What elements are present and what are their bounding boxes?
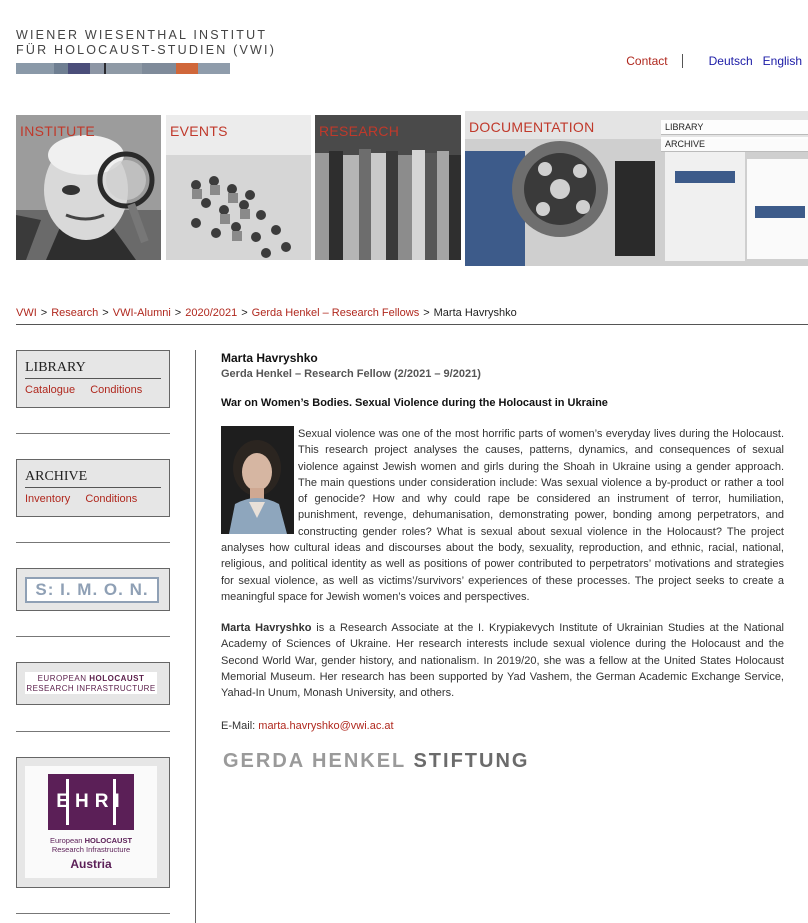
top-links-divider: [682, 54, 683, 68]
breadcrumb-separator: >: [241, 307, 248, 319]
breadcrumb-separator: >: [174, 307, 182, 319]
library-catalogue-link[interactable]: Catalogue: [25, 384, 76, 396]
ehri-banner-text-1a: EUROPEAN: [37, 674, 90, 683]
lang-deutsch-link[interactable]: Deutsch: [708, 54, 753, 68]
simon-box[interactable]: [16, 568, 170, 611]
nav-tile-institute[interactable]: [16, 115, 161, 260]
nav-events-label: EVENTS: [170, 123, 228, 139]
sidebar-separator: [16, 542, 170, 543]
ehri-austria-text-3: Austria: [70, 857, 112, 871]
sponsor-text-b: STIFTUNG: [413, 750, 530, 772]
simon-logo-text: S: I. M. O. N.: [35, 580, 149, 599]
ehri-austria-box[interactable]: [16, 757, 170, 888]
nav-tile-research[interactable]: [315, 115, 461, 260]
ehri-austria-logo: [25, 766, 157, 878]
nav-research-label: RESEARCH: [319, 123, 400, 139]
breadcrumb-vwi[interactable]: VWI: [16, 307, 37, 319]
library-conditions-link[interactable]: Conditions: [90, 384, 143, 396]
logo-bar-segment: [68, 63, 90, 74]
top-links: [626, 54, 802, 68]
sidebar-separator: [16, 636, 170, 637]
library-title[interactable]: LIBRARY: [25, 360, 161, 379]
project-abstract: Sexual violence was one of the most horrific parts of women’s everyday lives during the Holocaust. This research project analyses the causes, patterns, dynamics, and consequences of sexual violence against Jewish women and girls during the Shoah in Ukraine using a gender approach. The main questions under consideration include: Was sexual violence a by-product or rather a tool of genocide? How and why could rape be considered an instrument of terror, humiliation, punishment, revenge, dehumanisation, demonstrating power, bonding among perpetrators, and constructing gender roles? What is sexual about sexual violence in the Holocaust? The project analyses how cultural ideas and discourses about the body, sexuality, reproduction, and ethnic, racial, national, religious, and political identity as well as positions of power contributed to perpetrators’ motivations and strategies for sexual violence, as well as victims’/survivors’ experiences of these processes. The project seeks to create a meaningful space for Jewish women’s voices and perspectives.: [221, 428, 784, 603]
logo-bar-segment: [54, 63, 68, 74]
logo-color-bar: [16, 63, 230, 74]
logo-line-2: FÜR HOLOCAUST-STUDIEN (VWI): [16, 43, 277, 57]
breadcrumb-separator: >: [40, 307, 48, 319]
breadcrumb-2020-2021[interactable]: 2020/2021: [185, 307, 238, 319]
nav-institute-label: INSTITUTE: [20, 123, 96, 139]
gerda-henkel-stiftung-logo[interactable]: [223, 750, 529, 773]
contact-link[interactable]: Contact: [626, 54, 668, 68]
nav-tile-events[interactable]: [166, 115, 311, 260]
breadcrumb-divider: [16, 324, 808, 325]
nav-documentation-label: DOCUMENTATION: [469, 119, 595, 135]
sidebar-separator: [16, 433, 170, 434]
email-block: [221, 718, 784, 734]
nav-tile-documentation[interactable]: [465, 111, 808, 266]
bio-block: [221, 620, 784, 701]
sidebar-divider: [195, 350, 196, 923]
fellow-name: Marta Havryshko: [221, 351, 318, 365]
logo-bar-segment: [198, 63, 230, 74]
nav-doc-library-link[interactable]: LIBRARY: [661, 120, 808, 135]
logo-line-1: WIENER WIESENTHAL INSTITUT: [16, 28, 268, 42]
bio-text: is a Research Associate at the I. Krypiakevych Institute of Ukrainian Studies at the National Academy of Sciences of Ukraine. Her research interests include sexual violence during the Holocaust and the Second World War, gender history, and nationalism. In 2019/20, she was a fellow at the United States Holocaust Memorial Museum. Her research has been supported by Yad Vashem, the German Academic Exchange Service, Yahad-In Unum, Monash University, and others.: [221, 622, 785, 700]
email-link[interactable]: marta.havryshko@vwi.ac.at: [258, 720, 394, 732]
logo-bar-segment: [176, 63, 198, 74]
archive-box: [16, 459, 170, 517]
logo-bar-segment: [16, 63, 54, 74]
breadcrumb-research[interactable]: Research: [51, 307, 99, 319]
ehri-austria-text-1b: HOLOCAUST: [84, 836, 133, 845]
sponsor-text-a: GERDA HENKEL: [223, 750, 414, 772]
ehri-logo-text: EHRI: [56, 791, 126, 812]
sidebar-separator: [16, 913, 170, 914]
vwi-logo[interactable]: [16, 28, 277, 74]
breadcrumb: [16, 307, 517, 319]
library-box: [16, 350, 170, 408]
breadcrumb-vwi-alumni[interactable]: VWI-Alumni: [112, 307, 171, 319]
archive-title[interactable]: ARCHIVE: [25, 469, 161, 488]
ehri-austria-text-1a: European: [49, 836, 85, 845]
fellow-header: [221, 350, 784, 383]
lang-english-link[interactable]: English: [762, 54, 802, 68]
logo-bar-segment: [106, 63, 142, 74]
project-abstract-block: [221, 426, 784, 605]
email-label: E-Mail:: [221, 720, 259, 732]
ehri-austria-text-2: Research Infrastructure: [51, 845, 131, 854]
sidebar-separator: [16, 731, 170, 732]
logo-bar-segment: [142, 63, 176, 74]
breadcrumb-separator: >: [102, 307, 109, 319]
breadcrumb-separator: >: [423, 307, 430, 319]
ehri-banner-text-2: RESEARCH INFRASTRUCTURE: [26, 684, 156, 693]
project-title-block: [221, 395, 784, 411]
fellow-subtitle: Gerda Henkel – Research Fellow (2/2021 – 9/2021): [221, 368, 481, 381]
ehri-banner-text-1b: HOLOCAUST: [89, 674, 145, 683]
logo-bar-segment: [90, 63, 104, 74]
ehri-banner-logo: [25, 672, 157, 694]
archive-inventory-link[interactable]: Inventory: [25, 493, 71, 505]
ehri-banner-box[interactable]: [16, 662, 170, 705]
breadcrumb-current: Marta Havryshko: [433, 307, 517, 319]
bio-name: Marta Havryshko: [221, 622, 312, 634]
simon-logo: [25, 577, 159, 603]
project-title: War on Women’s Bodies. Sexual Violence during the Holocaust in Ukraine: [221, 397, 608, 409]
archive-conditions-link[interactable]: Conditions: [85, 493, 138, 505]
fellow-portrait: [221, 426, 294, 534]
breadcrumb-gerda-henkel-fellows[interactable]: Gerda Henkel – Research Fellows: [251, 307, 420, 319]
ehri-logo-mark: [48, 774, 134, 830]
nav-doc-archive-link[interactable]: ARCHIVE: [661, 137, 808, 152]
